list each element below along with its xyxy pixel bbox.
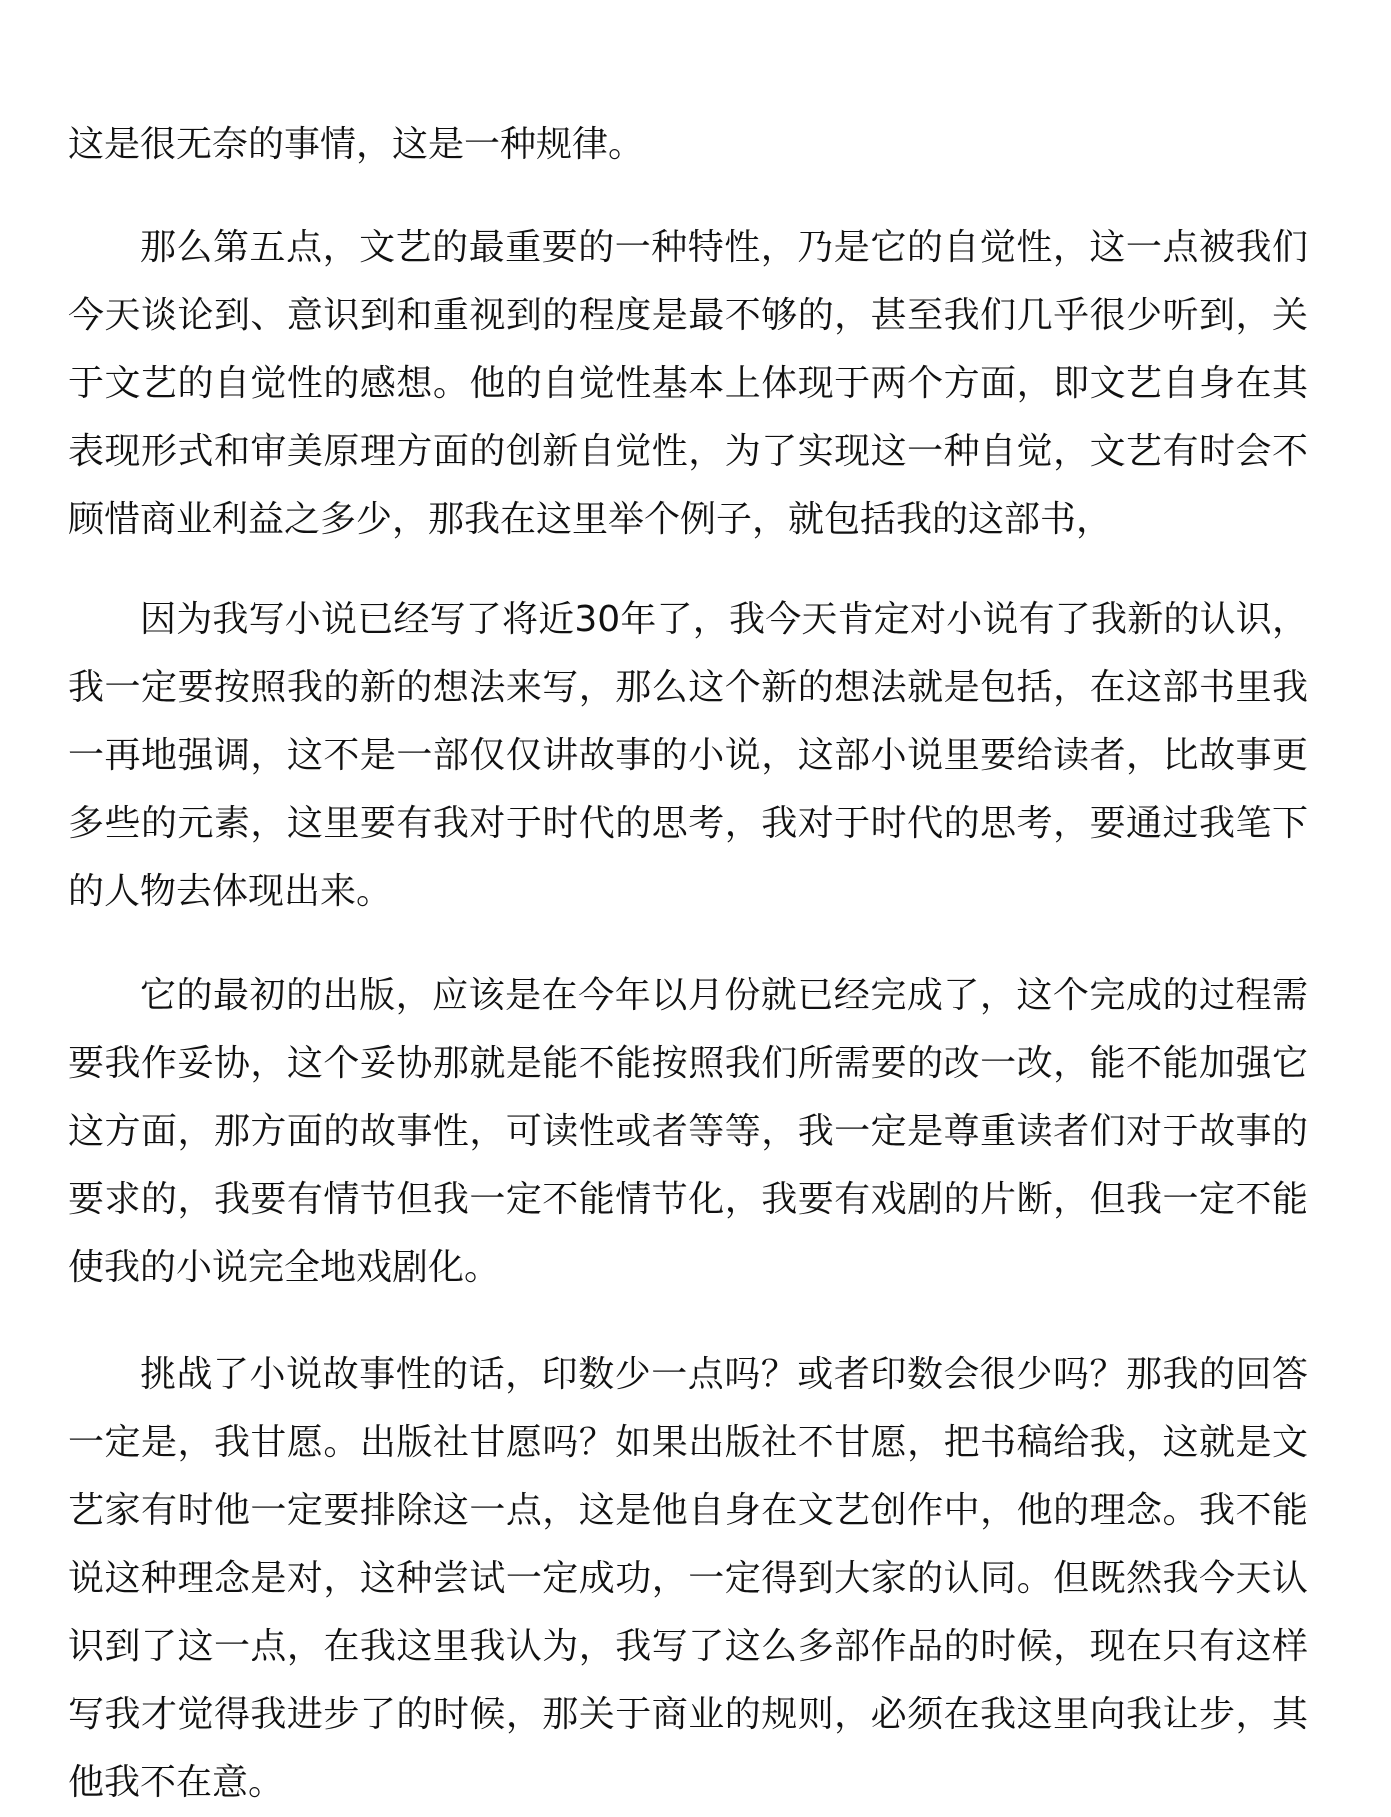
paragraph-continuation: 这是很无奈的事情，这是一种规律。 [68,124,645,165]
paragraph-publication: 它的最初的出版，应该是在今年以月份就已经完成了，这个完成的过程需要我作妥协，这个妥协那就是能不能按照我们所需要的改一改，能不能加强它这方面，那方面的故事性，可读性或者等等，我一定是尊重读者们对于故事的要求的，我要有情节但我一定不能情节化，我要有戏剧的片断，但我一定不能使我的小说完全地戏剧化。 [68,975,1308,1288]
paragraph-fifth-point: 那么第五点，文艺的最重要的一种特性，乃是它的自觉性，这一点被我们今天谈论到、意识到和重视到的程度是最不够的，甚至我们几乎很少听到，关于文艺的自觉性的感想。他的自觉性基本上体现于两个方面，即文艺自身在其表现形式和审美原理方面的创新自觉性，为了实现这一种自觉，文艺有时会不顾惜商业利益之多少，那我在这里举个例子，就包括我的这部书， [68,227,1308,540]
paragraph-new-ideas: 因为我写小说已经写了将近30年了，我今天肯定对小说有了我新的认识，我一定要按照我的新的想法来写，那么这个新的想法就是包括，在这部书里我一再地强调，这不是一部仅仅讲故事的小说，这部小说里要给读者，比故事更多些的元素，这里要有我对于时代的思考，我对于时代的思考，要通过我笔下的人物去体现出来。 [68,599,1308,912]
paragraph-challenge: 挑战了小说故事性的话，印数少一点吗？或者印数会很少吗？那我的回答一定是，我甘愿。出版社甘愿吗？如果出版社不甘愿，把书稿给我，这就是文艺家有时他一定要排除这一点，这是他自身在文艺创作中，他的理念。我不能说这种理念是对，这种尝试一定成功，一定得到大家的认同。但既然我今天认识到了这一点，在我这里我认为，我写了这么多部作品的时候，现在只有这样写我才觉得我进步了的时候，那关于商业的规则，必须在我这里向我让步，其他我不在意。 [68,1354,1308,1803]
